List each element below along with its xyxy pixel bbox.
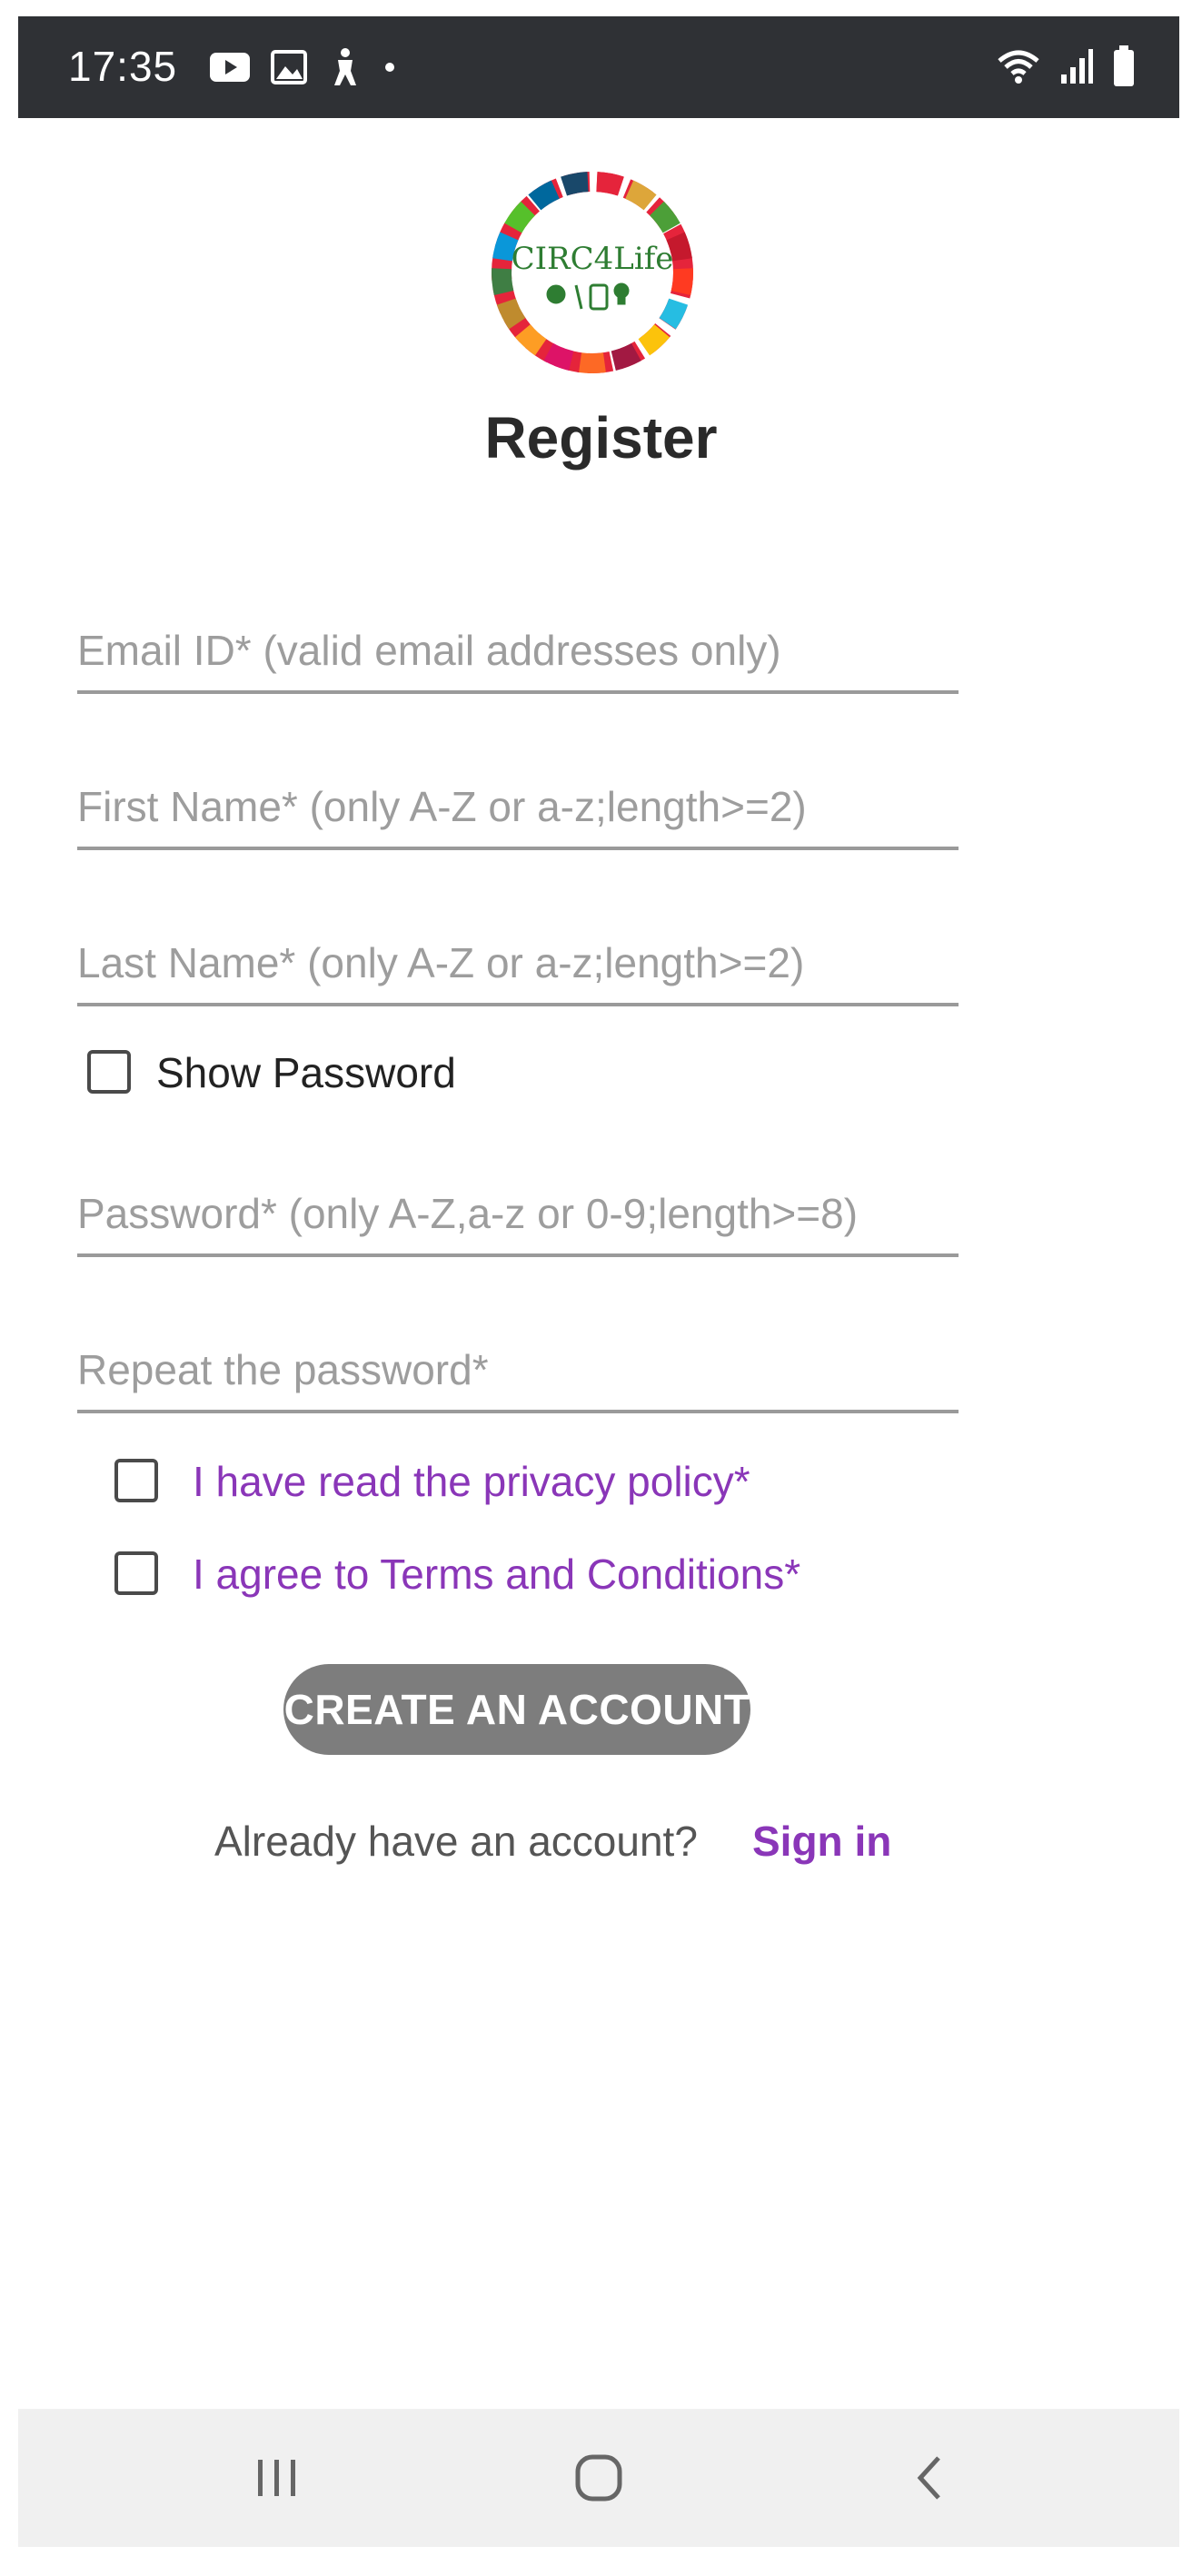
wifi-icon (996, 46, 1041, 86)
status-time: 17:35 (68, 43, 178, 90)
sdg-ring-segment (502, 269, 504, 293)
back-icon (911, 2452, 948, 2503)
sdg-ring-segment (522, 331, 541, 347)
sdg-ring-segment (534, 190, 555, 203)
signal-icon (1059, 47, 1094, 85)
home-button[interactable] (558, 2445, 640, 2511)
sdg-ring-segment (657, 209, 671, 228)
accessibility-icon (327, 47, 363, 87)
recent-apps-button[interactable] (236, 2445, 318, 2511)
create-account-button[interactable]: CREATE AN ACCOUNT (283, 1664, 750, 1755)
battery-icon (1112, 45, 1136, 87)
repeat-password-field[interactable] (77, 1335, 959, 1413)
dot-icon (383, 61, 396, 74)
sdg-ring-segment (513, 209, 528, 228)
show-password-label[interactable]: Show Password (156, 1049, 456, 1096)
terms-checkbox[interactable] (114, 1551, 158, 1595)
home-icon (573, 2452, 624, 2503)
sdg-ring-segment (644, 331, 662, 347)
sign-in-link[interactable]: Sign in (752, 1818, 892, 1865)
show-password-checkbox[interactable] (87, 1050, 131, 1094)
sdg-ring-segment (668, 302, 679, 323)
email-field[interactable] (77, 616, 959, 694)
last-name-field[interactable] (77, 928, 959, 1006)
sdg-ring-segment (613, 352, 636, 362)
logo-text: CIRC4Life (511, 241, 674, 277)
sdg-ring-segment (549, 352, 571, 362)
recent-apps-icon (253, 2456, 302, 2500)
sdg-ring-segment (506, 302, 517, 323)
sdg-ring-segment (676, 236, 682, 260)
password-field[interactable] (77, 1179, 959, 1257)
already-have-account-text: Already have an account? (214, 1818, 698, 1865)
sdg-ring-segment (564, 182, 588, 186)
sdg-ring-segment (581, 362, 605, 363)
status-bar (18, 16, 1179, 118)
circ4life-logo (487, 167, 698, 378)
page-title: Register (484, 405, 718, 471)
navigation-bar (18, 2409, 1179, 2547)
youtube-icon (209, 51, 251, 84)
sdg-ring-segment (502, 236, 509, 260)
notification-icons (209, 47, 396, 87)
sdg-ring-segment (597, 182, 621, 186)
sdg-ring-segment (680, 269, 683, 293)
back-button[interactable] (889, 2445, 970, 2511)
privacy-policy-link[interactable]: I have read the privacy policy* (193, 1458, 750, 1505)
system-icons (996, 44, 1136, 89)
sdg-ring-segment (630, 190, 651, 203)
first-name-field[interactable] (77, 772, 959, 850)
gallery-icon (271, 50, 307, 84)
privacy-policy-checkbox[interactable] (114, 1459, 158, 1502)
terms-link[interactable]: I agree to Terms and Conditions* (193, 1551, 801, 1598)
